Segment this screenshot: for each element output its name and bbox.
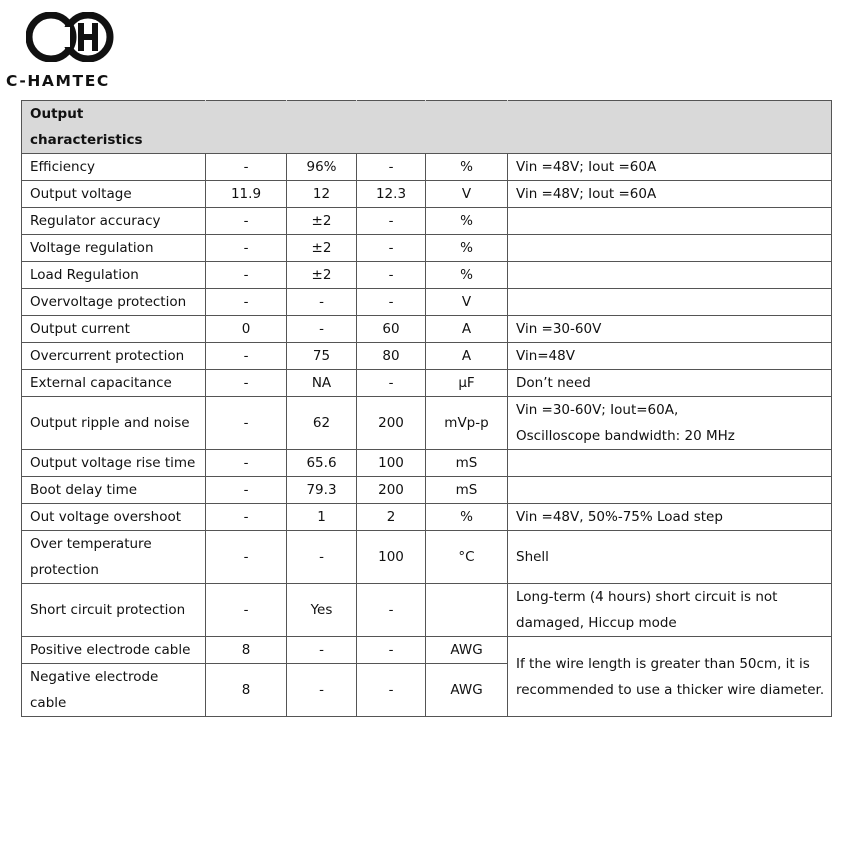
table-row bbox=[22, 235, 832, 262]
section-header-row bbox=[22, 101, 832, 154]
note-cell bbox=[508, 370, 832, 397]
brand-logo bbox=[4, 12, 154, 90]
unit-cell: % bbox=[426, 235, 508, 262]
param-label: Output current bbox=[30, 321, 130, 337]
param-label: Positive electrode cable bbox=[30, 642, 191, 658]
section-title: Output characteristics bbox=[22, 101, 206, 154]
unit-cell: V bbox=[426, 181, 508, 208]
typ-cell: - bbox=[287, 664, 357, 717]
param-label: Negative electrode cable bbox=[30, 669, 159, 711]
param-cell bbox=[22, 343, 206, 370]
typ-cell: Yes bbox=[287, 584, 357, 637]
param-label: Over temperature bbox=[30, 536, 152, 552]
param-label: Efficiency bbox=[30, 159, 96, 175]
param-label: Output ripple and noise bbox=[30, 415, 190, 431]
param-cell bbox=[22, 235, 206, 262]
max-cell: 100 bbox=[357, 531, 426, 584]
min-cell: - bbox=[206, 154, 287, 181]
table-row bbox=[22, 504, 832, 531]
param-cell bbox=[22, 477, 206, 504]
min-cell: - bbox=[206, 370, 287, 397]
min-cell: - bbox=[206, 531, 287, 584]
note-text: Vin =48V; Iout =60A bbox=[516, 159, 657, 175]
max-cell: - bbox=[357, 370, 426, 397]
min-cell: 0 bbox=[206, 316, 287, 343]
table-row bbox=[22, 343, 832, 370]
typ-cell: 75 bbox=[287, 343, 357, 370]
param-label: Regulator accuracy bbox=[30, 213, 161, 229]
table-row bbox=[22, 370, 832, 397]
unit-cell: % bbox=[426, 262, 508, 289]
param-cell bbox=[22, 262, 206, 289]
note-text-line2: damaged, Hiccup mode bbox=[516, 615, 677, 631]
typ-cell: ±2 bbox=[287, 235, 357, 262]
param-label: External capacitance bbox=[30, 375, 172, 391]
min-cell: - bbox=[206, 584, 287, 637]
note-cell bbox=[508, 450, 832, 477]
note-cell bbox=[508, 477, 832, 504]
param-label: Output voltage bbox=[30, 186, 132, 202]
note-cell bbox=[508, 531, 832, 584]
note-text: Vin =48V; Iout =60A bbox=[516, 186, 657, 202]
table-row bbox=[22, 397, 832, 450]
param-label: Voltage regulation bbox=[30, 240, 154, 256]
table-row bbox=[22, 262, 832, 289]
max-cell: 60 bbox=[357, 316, 426, 343]
min-cell: - bbox=[206, 450, 287, 477]
param-label: Overcurrent protection bbox=[30, 348, 185, 364]
unit-cell: AWG bbox=[426, 637, 508, 664]
table-row bbox=[22, 289, 832, 316]
param-label: Overvoltage protection bbox=[30, 294, 187, 310]
param-label: Boot delay time bbox=[30, 482, 138, 498]
table-row bbox=[22, 584, 832, 637]
max-cell: - bbox=[357, 637, 426, 664]
unit-cell: % bbox=[426, 208, 508, 235]
max-cell: - bbox=[357, 154, 426, 181]
table-row bbox=[22, 208, 832, 235]
note-cell bbox=[508, 504, 832, 531]
min-cell: - bbox=[206, 289, 287, 316]
min-cell: 11.9 bbox=[206, 181, 287, 208]
param-cell bbox=[22, 154, 206, 181]
note-cell bbox=[508, 154, 832, 181]
note-text: Don’t need bbox=[516, 375, 591, 391]
note-text: Long-term (4 hours) short circuit is not bbox=[516, 589, 778, 605]
table-row bbox=[22, 316, 832, 343]
note-cell bbox=[508, 584, 832, 637]
param-label-line2: protection bbox=[30, 562, 99, 578]
max-cell: - bbox=[357, 208, 426, 235]
note-text: Vin =48V, 50%-75% Load step bbox=[516, 509, 723, 525]
note-cell bbox=[508, 316, 832, 343]
note-text: If the wire length is greater than 50cm, it is bbox=[516, 655, 810, 672]
note-cell bbox=[508, 181, 832, 208]
param-label: Load Regulation bbox=[30, 267, 139, 283]
typ-cell: 79.3 bbox=[287, 477, 357, 504]
typ-cell: 1 bbox=[287, 504, 357, 531]
param-cell bbox=[22, 397, 206, 450]
min-cell: - bbox=[206, 235, 287, 262]
unit-cell: V bbox=[426, 289, 508, 316]
unit-cell: A bbox=[426, 343, 508, 370]
unit-cell: °C bbox=[426, 531, 508, 584]
typ-cell: - bbox=[287, 531, 357, 584]
param-cell bbox=[22, 531, 206, 584]
table-row bbox=[22, 477, 832, 504]
unit-cell: μF bbox=[426, 370, 508, 397]
param-label: Output voltage rise time bbox=[30, 455, 196, 471]
table-row bbox=[22, 450, 832, 477]
max-cell: 200 bbox=[357, 397, 426, 450]
param-cell bbox=[22, 584, 206, 637]
param-cell bbox=[22, 316, 206, 343]
min-cell: - bbox=[206, 208, 287, 235]
output-characteristics-table bbox=[21, 100, 832, 717]
max-cell: 12.3 bbox=[357, 181, 426, 208]
unit-cell bbox=[426, 584, 508, 637]
note-text: Vin =30-60V bbox=[516, 321, 602, 337]
note-cell bbox=[508, 637, 832, 717]
note-cell bbox=[508, 235, 832, 262]
unit-cell: mS bbox=[426, 450, 508, 477]
table-row bbox=[22, 637, 832, 664]
min-cell: - bbox=[206, 397, 287, 450]
note-cell bbox=[508, 343, 832, 370]
typ-cell: - bbox=[287, 637, 357, 664]
max-cell: 200 bbox=[357, 477, 426, 504]
note-text: Vin =30-60V; Iout=60A, bbox=[516, 402, 679, 418]
note-text-line2: Oscilloscope bandwidth: 20 MHz bbox=[516, 428, 735, 444]
param-cell bbox=[22, 208, 206, 235]
param-cell bbox=[22, 181, 206, 208]
min-cell: - bbox=[206, 504, 287, 531]
min-cell: - bbox=[206, 262, 287, 289]
unit-cell: A bbox=[426, 316, 508, 343]
max-cell: 80 bbox=[357, 343, 426, 370]
param-label: Out voltage overshoot bbox=[30, 509, 182, 525]
note-text-line2: recommended to use a thicker wire diameter. bbox=[516, 681, 825, 698]
note-cell bbox=[508, 289, 832, 316]
unit-cell: % bbox=[426, 504, 508, 531]
unit-cell: mVp-p bbox=[426, 397, 508, 450]
param-cell bbox=[22, 450, 206, 477]
note-text: Vin=48V bbox=[516, 348, 575, 364]
note-cell bbox=[508, 208, 832, 235]
max-cell: 100 bbox=[357, 450, 426, 477]
typ-cell: 62 bbox=[287, 397, 357, 450]
param-cell bbox=[22, 664, 206, 717]
min-cell: 8 bbox=[206, 637, 287, 664]
note-cell bbox=[508, 397, 832, 450]
brand-name: C-HAMTEC bbox=[6, 72, 110, 90]
param-cell bbox=[22, 504, 206, 531]
ch-logo-icon bbox=[26, 12, 124, 62]
typ-cell: ±2 bbox=[287, 262, 357, 289]
typ-cell: - bbox=[287, 289, 357, 316]
param-label: Short circuit protection bbox=[30, 602, 186, 618]
unit-cell: % bbox=[426, 154, 508, 181]
unit-cell: AWG bbox=[426, 664, 508, 717]
max-cell: - bbox=[357, 664, 426, 717]
typ-cell: ±2 bbox=[287, 208, 357, 235]
max-cell: - bbox=[357, 289, 426, 316]
unit-cell: mS bbox=[426, 477, 508, 504]
min-cell: - bbox=[206, 477, 287, 504]
note-cell bbox=[508, 262, 832, 289]
max-cell: - bbox=[357, 235, 426, 262]
table-row bbox=[22, 154, 832, 181]
param-cell bbox=[22, 637, 206, 664]
note-text: Shell bbox=[516, 549, 549, 565]
typ-cell: NA bbox=[287, 370, 357, 397]
typ-cell: 65.6 bbox=[287, 450, 357, 477]
min-cell: 8 bbox=[206, 664, 287, 717]
max-cell: 2 bbox=[357, 504, 426, 531]
max-cell: - bbox=[357, 584, 426, 637]
table-row bbox=[22, 531, 832, 584]
typ-cell: 12 bbox=[287, 181, 357, 208]
max-cell: - bbox=[357, 262, 426, 289]
min-cell: - bbox=[206, 343, 287, 370]
param-cell bbox=[22, 370, 206, 397]
param-cell bbox=[22, 289, 206, 316]
typ-cell: 96% bbox=[287, 154, 357, 181]
table-row bbox=[22, 181, 832, 208]
typ-cell: - bbox=[287, 316, 357, 343]
